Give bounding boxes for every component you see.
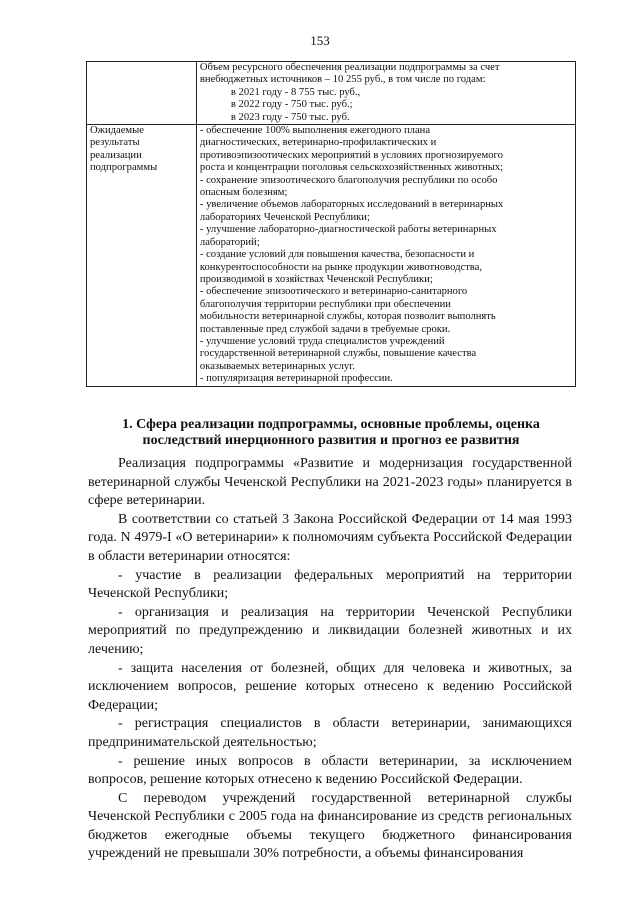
row-label-empty — [87, 62, 197, 125]
section-heading-line: 1. Сфера реализации подпрограммы, основные проблемы, оценка — [122, 417, 540, 432]
table-line: лабораториях Чеченской Республики; — [199, 211, 370, 223]
table-row-expected-results — [87, 125, 576, 387]
table-line: - создание условий для повышения качества, безопасности и — [199, 249, 475, 261]
year-funding-line: в 2021 году - 8 755 тыс. руб., — [230, 86, 361, 98]
table-line: мобильности ветеринарной службы, которая позволит выполнять — [199, 311, 496, 323]
list-item: - организация и реализация на территории Чеченской Республики мероприятий по предупреждению и ликвидации болезней животных и их лечению; — [88, 604, 572, 657]
label-line: Ожидаемые — [90, 125, 144, 137]
paragraph: Реализация подпрограммы «Развитие и модернизация государственной ветеринарной службы Чеченской Республики на 2021-2023 годы» планируется в сфере ветеринарии. — [88, 456, 572, 509]
table-line: поставленные пред службой задачи в требуемые сроки. — [199, 323, 451, 335]
expected-results-cell — [196, 125, 575, 387]
table-line: - улучшение лабораторно-диагностической работы ветеринарных — [199, 224, 497, 236]
body-text — [88, 455, 572, 864]
year-funding-line: в 2023 году - 750 тыс. руб. — [230, 111, 350, 123]
table-line: противоэпизоотических мероприятий в условиях прогнозируемого — [199, 149, 503, 161]
section-heading-line: последствий инерционного развития и прогноз ее развития — [142, 433, 520, 448]
table-line: конкурентоспособности на рынке продукции животноводства, — [199, 261, 483, 273]
subprogram-passport-table — [86, 61, 576, 387]
table-line: благополучия территории республики при обеспечении — [199, 298, 451, 310]
page-number: 153 — [310, 33, 330, 48]
paragraph: В соответствии со статьей 3 Закона Российской Федерации от 14 мая 1993 года. N 4979-I «О ветеринарии» к полномочиям субъекта Российской Федерации в области ветеринарии относятся: — [88, 511, 572, 564]
table-line: государственной ветеринарной службы, повышение качества — [199, 348, 477, 360]
table-line: роста и концентрации поголовья сельскохозяйственных животных; — [199, 162, 504, 174]
paragraph: С переводом учреждений государственной ветеринарной службы Чеченской Республики с 2005 года на финансирование из средств региональных бюджетов ежегодные объемы текущего бюджетного финансирования учреждений не превышали 30% потребности, а объемы финансирования — [88, 790, 572, 862]
table-line: - увеличение объемов лабораторных исследований в ветеринарных — [199, 199, 504, 211]
section-heading — [90, 417, 572, 449]
table-line: диагностических, ветеринарно-профилактических и — [199, 137, 437, 149]
table-line: опасным болезням; — [199, 187, 288, 199]
row-label-expected-results — [87, 125, 197, 387]
list-item: - регистрация специалистов в области ветеринарии, занимающихся предпринимательской деятельностью; — [88, 716, 572, 750]
table-line: - сохранение эпизоотического благополучия республики по особо — [199, 174, 498, 186]
list-item: - решение иных вопросов в области ветеринарии, за исключением вопросов, решение которых отнесено к ведению Российской Федерации. — [88, 753, 572, 788]
table-row-resources — [87, 62, 576, 125]
table-line: производимой в хозяйствах Чеченской Республики; — [199, 273, 433, 285]
table-line: Объем ресурсного обеспечения реализации подпрограммы за счет — [199, 62, 500, 73]
table-line: - популяризация ветеринарной профессии. — [199, 373, 393, 385]
list-item: - защита населения от болезней, общих для человека и животных, за исключением вопросов, решение которых отнесено к ведению Российской Федерации; — [88, 660, 572, 713]
table-line: - обеспечение эпизоотического и ветеринарно-санитарного — [199, 286, 468, 298]
label-line: результаты — [90, 137, 140, 149]
table-line: внебюджетных источников – 10 255 руб., в том числе по годам: — [199, 74, 486, 86]
resource-funding-cell — [196, 62, 575, 125]
table-line: оказываемых ветеринарных услуг. — [199, 360, 355, 372]
label-line: реализации — [90, 149, 142, 161]
table-line: - улучшение условий труда специалистов учреждений — [199, 335, 445, 347]
label-line: подпрограммы — [90, 162, 158, 174]
list-item: - участие в реализации федеральных мероприятий на территории Чеченской Республики; — [88, 567, 572, 602]
table-line: - обеспечение 100% выполнения ежегодного плана — [199, 125, 431, 137]
table-line: лабораторий; — [199, 236, 260, 248]
year-funding-line: в 2022 году - 750 тыс. руб.; — [230, 99, 353, 111]
